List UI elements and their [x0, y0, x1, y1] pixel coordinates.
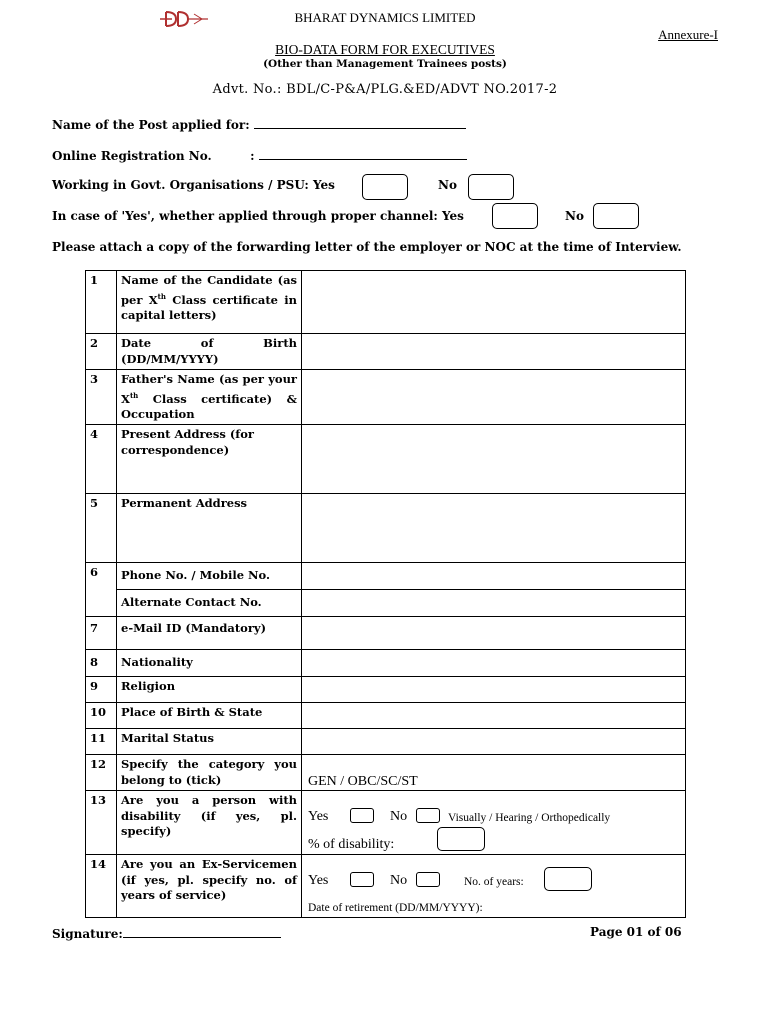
company-name: BHARAT DYNAMICS LIMITED — [294, 10, 476, 25]
table-row — [86, 791, 686, 855]
nationality-label: Nationality — [117, 650, 302, 677]
ex-servicemen-yes-checkbox[interactable] — [350, 872, 374, 887]
row-number: 10 — [86, 703, 117, 729]
post-applied-row — [52, 116, 466, 132]
table-row — [86, 370, 686, 425]
row-number: 6 — [86, 563, 117, 617]
permanent-address-label: Permanent Address — [117, 494, 302, 563]
category-label: Specify the category you belong to (tick) — [117, 755, 302, 791]
govt-yes-checkbox[interactable] — [362, 174, 408, 200]
retirement-date-label: Date of retirement (DD/MM/YYYY): — [308, 902, 483, 915]
disability-percent-label: % of disability: — [308, 837, 395, 853]
table-row — [86, 650, 686, 677]
bio-data-table — [85, 270, 686, 918]
candidate-name-label: Name of the Candidate (as per Xth Class certificate in capital letters) — [117, 271, 302, 334]
govt-no-label: No — [438, 178, 457, 192]
father-name-label: Father's Name (as per your Xth Class certificate) & Occupation — [117, 370, 302, 425]
table-row — [86, 494, 686, 563]
phone-label: Phone No. / Mobile No. — [117, 563, 302, 590]
disability-field — [302, 791, 686, 855]
channel-label: In case of 'Yes', whether applied through proper channel: Yes — [52, 209, 464, 223]
ex-servicemen-no-label: No — [390, 873, 408, 889]
religion-label: Religion — [117, 677, 302, 703]
alternate-contact-field[interactable] — [302, 590, 686, 617]
row-number: 7 — [86, 617, 117, 650]
row-number: 4 — [86, 425, 117, 494]
channel-no-checkbox[interactable] — [593, 203, 639, 229]
table-row — [86, 563, 686, 590]
row-number: 3 — [86, 370, 117, 425]
table-row — [86, 271, 686, 334]
marital-status-label: Marital Status — [117, 729, 302, 755]
signature-row — [52, 925, 281, 941]
table-row — [86, 677, 686, 703]
religion-field[interactable] — [302, 677, 686, 703]
table-row — [86, 617, 686, 650]
signature-label: Signature: — [52, 927, 123, 941]
table-row — [86, 755, 686, 791]
registration-colon: : — [250, 149, 255, 163]
registration-field[interactable] — [259, 147, 467, 160]
annexure-label: Annexure-I — [658, 27, 718, 42]
row-number: 8 — [86, 650, 117, 677]
category-field[interactable] — [302, 755, 686, 791]
row-number: 14 — [86, 855, 117, 918]
dob-label: Date of Birth (DD/MM/YYYY) — [117, 334, 302, 370]
present-address-field[interactable] — [302, 425, 686, 494]
row-number: 5 — [86, 494, 117, 563]
ex-servicemen-field — [302, 855, 686, 918]
disability-label: Are you a person with disability (if yes, pl. specify) — [117, 791, 302, 855]
ex-servicemen-yes-label: Yes — [308, 873, 329, 889]
birth-place-field[interactable] — [302, 703, 686, 729]
disability-types: Visually / Hearing / Orthopedically — [448, 812, 611, 825]
alternate-contact-label: Alternate Contact No. — [117, 590, 302, 617]
row-number: 12 — [86, 755, 117, 791]
disability-yes-checkbox[interactable] — [350, 808, 374, 823]
post-applied-field[interactable] — [254, 116, 466, 129]
row-number: 13 — [86, 791, 117, 855]
registration-label: Online Registration No. — [52, 149, 212, 163]
email-label: e-Mail ID (Mandatory) — [117, 617, 302, 650]
table-row — [86, 729, 686, 755]
row-number: 2 — [86, 334, 117, 370]
row-number: 11 — [86, 729, 117, 755]
years-of-service-field[interactable] — [544, 867, 592, 891]
table-row — [86, 590, 686, 617]
ex-servicemen-no-checkbox[interactable] — [416, 872, 440, 887]
disability-percent-field[interactable] — [437, 827, 485, 851]
attachment-note: Please attach a copy of the forwarding letter of the employer or NOC at the time of Interview. — [52, 240, 682, 254]
channel-no-label: No — [565, 209, 584, 223]
post-applied-label: Name of the Post applied for: — [52, 118, 250, 132]
birth-place-label: Place of Birth & State — [117, 703, 302, 729]
candidate-name-field[interactable] — [302, 271, 686, 334]
dob-field[interactable] — [302, 334, 686, 370]
phone-field[interactable] — [302, 563, 686, 590]
email-field[interactable] — [302, 617, 686, 650]
category-options: GEN / OBC/SC/ST — [308, 773, 418, 789]
row-number: 9 — [86, 677, 117, 703]
permanent-address-field[interactable] — [302, 494, 686, 563]
govt-no-checkbox[interactable] — [468, 174, 514, 200]
govt-label: Working in Govt. Organisations / PSU: Yes — [52, 178, 335, 192]
page-number: Page 01 of 06 — [590, 925, 682, 939]
advertisement-number: Advt. No.: BDL/C-P&A/PLG.&ED/ADVT NO.2017-2 — [212, 82, 558, 97]
table-row — [86, 425, 686, 494]
disability-no-checkbox[interactable] — [416, 808, 440, 823]
form-title: BIO-DATA FORM FOR EXECUTIVES — [275, 42, 495, 57]
table-row — [86, 855, 686, 918]
present-address-label: Present Address (for correspondence) — [117, 425, 302, 494]
channel-yes-checkbox[interactable] — [492, 203, 538, 229]
form-subtitle: (Other than Management Trainees posts) — [263, 58, 507, 70]
years-of-service-label: No. of years: — [464, 876, 524, 889]
ex-servicemen-label: Are you an Ex-Servicemen (if yes, pl. specify no. of years of service) — [117, 855, 302, 918]
table-row — [86, 703, 686, 729]
disability-yes-label: Yes — [308, 809, 329, 825]
disability-no-label: No — [390, 809, 408, 825]
marital-status-field[interactable] — [302, 729, 686, 755]
signature-field[interactable] — [123, 925, 281, 938]
table-row — [86, 334, 686, 370]
row-number: 1 — [86, 271, 117, 334]
registration-row — [52, 147, 467, 163]
father-name-field[interactable] — [302, 370, 686, 425]
nationality-field[interactable] — [302, 650, 686, 677]
